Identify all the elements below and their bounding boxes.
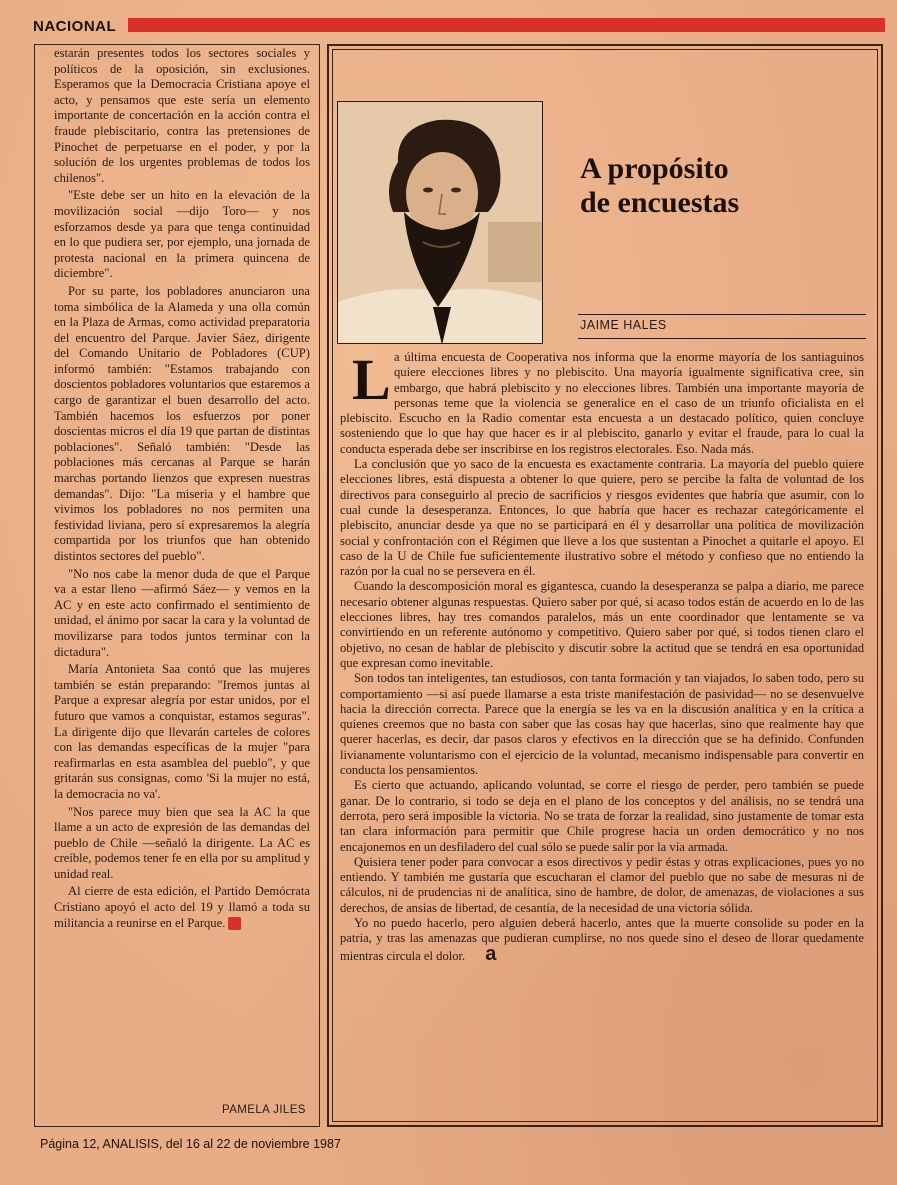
right-paragraph: Quisiera tener poder para convocar a esos directivos y pedir éstas y otras explicaciones, pues yo no entiendo. Y también me gustaría que escucharan el clamor del pueblo que no sabe de mesuras ni de cálculos, ni de prudencias ni de analítica, sino de hambre, de dolor, de amenazas, de violaciones a sus derechos, de ansias de libertad, de cesantía, de la necesidad de una victoria sólida. [340, 854, 864, 915]
article-headline [580, 152, 860, 220]
right-paragraph: Cuando la descomposición moral es gigantesca, cuando la desesperanza se palpa a diario, me parece necesario obtener algunas respuestas. Quiero saber por qué, si acaso todos están de acuerdo en lo de las elecciones libres, hay tres comandos paralelos, más un ente coordinador que lentamente se va convirtiendo en un referente autónomo y competitivo. Quiero saber por qué, si todos tienen claro el objetivo, no cesan de hablar de plebiscito y discutir sobre la actitud que se tendrá en esa oportunidad que expresan como inevitable. [340, 579, 864, 670]
left-paragraph: "Nos parece muy bien que sea la AC la que llame a un acto de expresión de las demandas del pueblo de Chile —señaló la dirigente. La AC es creíble, podemos tener fe en ella por su amplitud y unidad real. [54, 804, 310, 881]
section-label: NACIONAL [33, 18, 117, 35]
article-author: JAIME HALES [580, 318, 667, 332]
author-rule-top [578, 314, 866, 315]
portrait-illustration [338, 102, 543, 344]
left-paragraph-text: Al cierre de esta edición, el Partido Demócrata Cristiano apoyó el acto del 19 y llamó a toda su militancia a reunirse en el Parque. [54, 884, 310, 930]
end-mark-logo: a [485, 942, 497, 965]
page-footer: Página 12, ANALISIS, del 16 al 22 de noviembre 1987 [40, 1137, 341, 1151]
left-paragraph: "Este debe ser un hito en la elevación de la movilización social —dijo Toro— y nos esforzamos desde ya para que tenga continuidad en lo que pudiera ser, por ejemplo, una jornada de protesta nacional en la primera quincena de diciembre". [54, 188, 310, 281]
left-paragraph: Por su parte, los pobladores anunciaron una toma simbólica de la Alameda y una olla común en la Plaza de Armas, como actividad preparatoria del encuentro del Parque. Javier Sáez, dirigente del Comando Unitario de Pobladores (CUP) informó también: "Estamos trabajando con doscientos pobladores voluntarios que estaremos a cargo de garantizar el buen desarrollo del acto. También hacemos los esfuerzos por poner doscientas micros el día 19 que partan de distintas poblaciones". Señaló también: "Desde las poblaciones más cercanas al Parque se harán marchas portando lienzos que expresen nuestras demandas". Dijo: "La miseria y el hambre que vivimos los pobladores no nos permiten una festividad liviana, pero sí expresaremos la alegría compartida por los triunfos que han obtenido distintos sectores del pueblo". [54, 283, 310, 563]
left-article-body [54, 46, 310, 933]
left-paragraph: estarán presentes todos los sectores sociales y políticos de la oposición, sin exclusiones. Esperamos que la Democracia Cristiana apoye el acto, y pensamos que este sería un elemento importante de concertación en la acción contra el fraude plebiscitario, contra las pretensiones de Pinochet de perpetuarse en el poder, y por la solución de los urgentes problemas de todos los chilenos". [54, 46, 310, 185]
headline-line-2: de encuestas [580, 186, 740, 219]
left-paragraph: María Antonieta Saa contó que las mujeres también se están preparando: "Iremos juntas al Parque a expresar alegría por estar unidos, por el futuro que vamos a conquistar, estamos seguras". La dirigente dijo que llevarán carteles de colores con las demandas específicas de la mujer "para reafirmarlas en esta asamblea del pueblo", y que gritarán sus consignas, como 'Si la mujer no está, la democracia no va'. [54, 662, 310, 801]
left-paragraph: "No nos cabe la menor duda de que el Parque va a estar lleno —afirmó Sáez— y vemos en la AC y en este acto confirmado el sentimiento de unidad, el ánimo por sacar la cara y la voluntad de movilizarse para todos juntos terminar con la dictadura". [54, 566, 310, 659]
right-article-body [340, 347, 864, 965]
author-rule-bottom [578, 338, 866, 339]
left-paragraph-last [54, 884, 310, 931]
right-paragraph-last [340, 916, 864, 964]
end-mark-icon [228, 917, 241, 930]
section-color-bar [128, 18, 885, 32]
right-paragraph: La conclusión que yo saco de la encuesta es exactamente contraria. La mayoría del pueblo quiere elecciones libres, está dispuesta a obtener lo que quiere, pero se percibe la falta de voluntad de los directivos para conseguirlo al precio de sacrificios y riesgos evidentes que habría que asumir, con lo cual cunde la desesperanza. Entonces, lo que habría que hacer es rechazar categóricamente el plebiscito, anunciar desde ya que no se participará en él y desarrollar una política de movilización social y confrontación con el Régimen que lleve a los que sustentan a Pinochet a quitarle el apoyo. El caso de la U de Chile fue suficientemente ilustrativo sobre el método y confieso que no entiendo la razón por la cual no se persevera en él. [340, 457, 864, 579]
right-paragraph-text: a última encuesta de Cooperativa nos informa que la enorme mayoría de los santiaguinos quiere elecciones libres y no plebiscito. Una mayoría igualmente significativa cree, sin embargo, que habrá plebiscito y no elecciones libres. También una importante mayoría de personas teme que la violencia se generalice en el caso de un triunfo oficialista en el plebiscito. Escucho en la Radio comentar esta encuesta a un destacado político, quien concluye sosteniendo que lo que hay que hacer es ir al plebiscito, ganarlo y evitar el fraude, para lo cual la conducta esperada debe ser inscribirse en los registros electorales. Eso. Nada más. [340, 350, 864, 456]
author-portrait-photo [337, 101, 543, 344]
drop-cap: L [352, 347, 391, 412]
left-byline: PAMELA JILES [222, 1104, 306, 1116]
right-paragraph: Son todos tan inteligentes, tan estudiosos, con tanta formación y tan viajados, lo saben todo, pero su comportamiento —si así puede llamarse a esta triste manifestación de pasividad— no se desenvuelve hacia la dirección correcta. Parece que la energía se les va en la discusión analítica y en la crítica a quienes creemos que no basta con saber que las cosas hay que hacerlas, sino que realmente hay que querer hacerlas, es decir, dar pasos claros y efectivos en la dirección que se ha definido. Confunden livianamente voluntarismo con el ejercicio de la voluntad, mecanismo indispensable para convertir en conducta los pensamientos. [340, 671, 864, 778]
right-paragraph: Es cierto que actuando, aplicando voluntad, se corre el riesgo de perder, pero también se puede ganar. De lo contrario, si todo se deja en el plano de los conceptos y del análisis, no se tendrá una derrota, pero será imposible la victoria. No se trata de forzar la realidad, sino justamente de tomar esta tan clara información para permitir que Chile progrese hacia un orden democrático y no nos encajonemos en un desfiladero del cual sólo se puede salir por la vía armada. [340, 778, 864, 854]
headline-line-1: A propósito [580, 152, 729, 185]
right-paragraph [340, 347, 864, 457]
right-paragraph-text: Yo no puedo hacerlo, pero alguien deberá hacerlo, antes que la muerte consolide su poder en la patria, y tras las amenazas que pudieran cumplirse, no nos quede sino el deseo de llorar quedamente mientras circula el dolor. [340, 915, 864, 963]
